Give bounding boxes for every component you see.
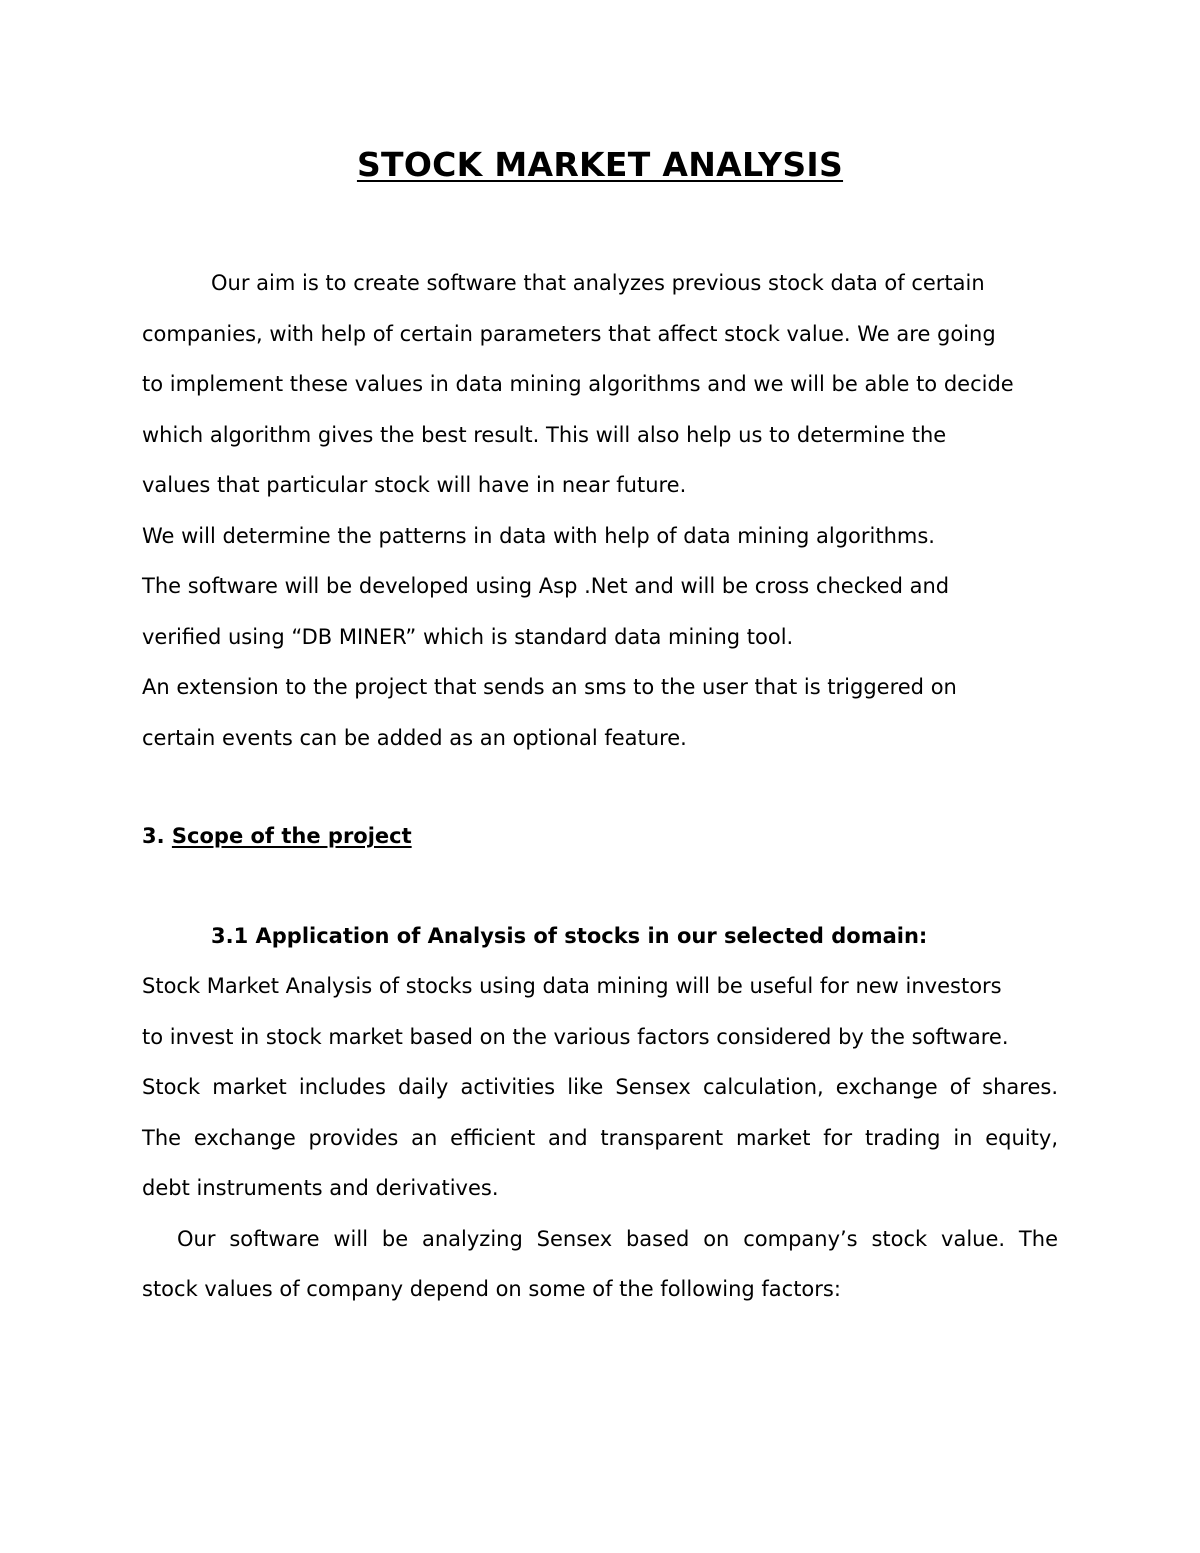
intro-line: to implement these values in data mining algorithms and we will be able to decide [142, 372, 1014, 396]
intro-line: companies, with help of certain parameters that affect stock value. We are going [142, 321, 996, 346]
scope-line: stock values of company depend on some of the following factors: [142, 1277, 841, 1301]
intro-line: An extension to the project that sends an sms to the user that is triggered on [142, 675, 957, 699]
intro-line: Our aim is to create software that analyzes previous stock data of certain [211, 271, 985, 295]
section-title: Scope of the project [171, 824, 412, 848]
intro-line: We will determine the patterns in data with help of data mining algorithms. [142, 523, 935, 548]
scope-line: Our software will be analyzing Sensex based on company’s stock value. The [177, 1226, 1058, 1251]
subsection-heading: 3.1 Application of Analysis of stocks in our selected domain: [211, 924, 928, 948]
intro-line: certain events can be added as an optional feature. [142, 725, 687, 750]
intro-line: values that particular stock will have in near future. [142, 473, 687, 497]
scope-paragraph [142, 961, 1058, 1315]
intro-paragraph [142, 258, 1058, 763]
scope-line: Stock Market Analysis of stocks using data mining will be useful for new investors [142, 974, 1002, 998]
scope-line: Stock market includes daily activities like Sensex calculation, exchange of shares. [142, 1075, 1058, 1099]
scope-line: debt instruments and derivatives. [142, 1176, 499, 1200]
scope-line: The exchange provides an efficient and transparent market for trading in equity, [142, 1125, 1058, 1150]
section-number: 3. [142, 824, 165, 848]
scope-line: to invest in stock market based on the various factors considered by the software. [142, 1024, 1009, 1049]
section-heading [142, 811, 412, 861]
document-title: STOCK MARKET ANALYSIS [356, 145, 844, 184]
intro-line: which algorithm gives the best result. This will also help us to determine the [142, 422, 947, 447]
intro-line: verified using “DB MINER” which is standard data mining tool. [142, 624, 794, 649]
intro-line: The software will be developed using Asp .Net and will be cross checked and [142, 574, 950, 598]
